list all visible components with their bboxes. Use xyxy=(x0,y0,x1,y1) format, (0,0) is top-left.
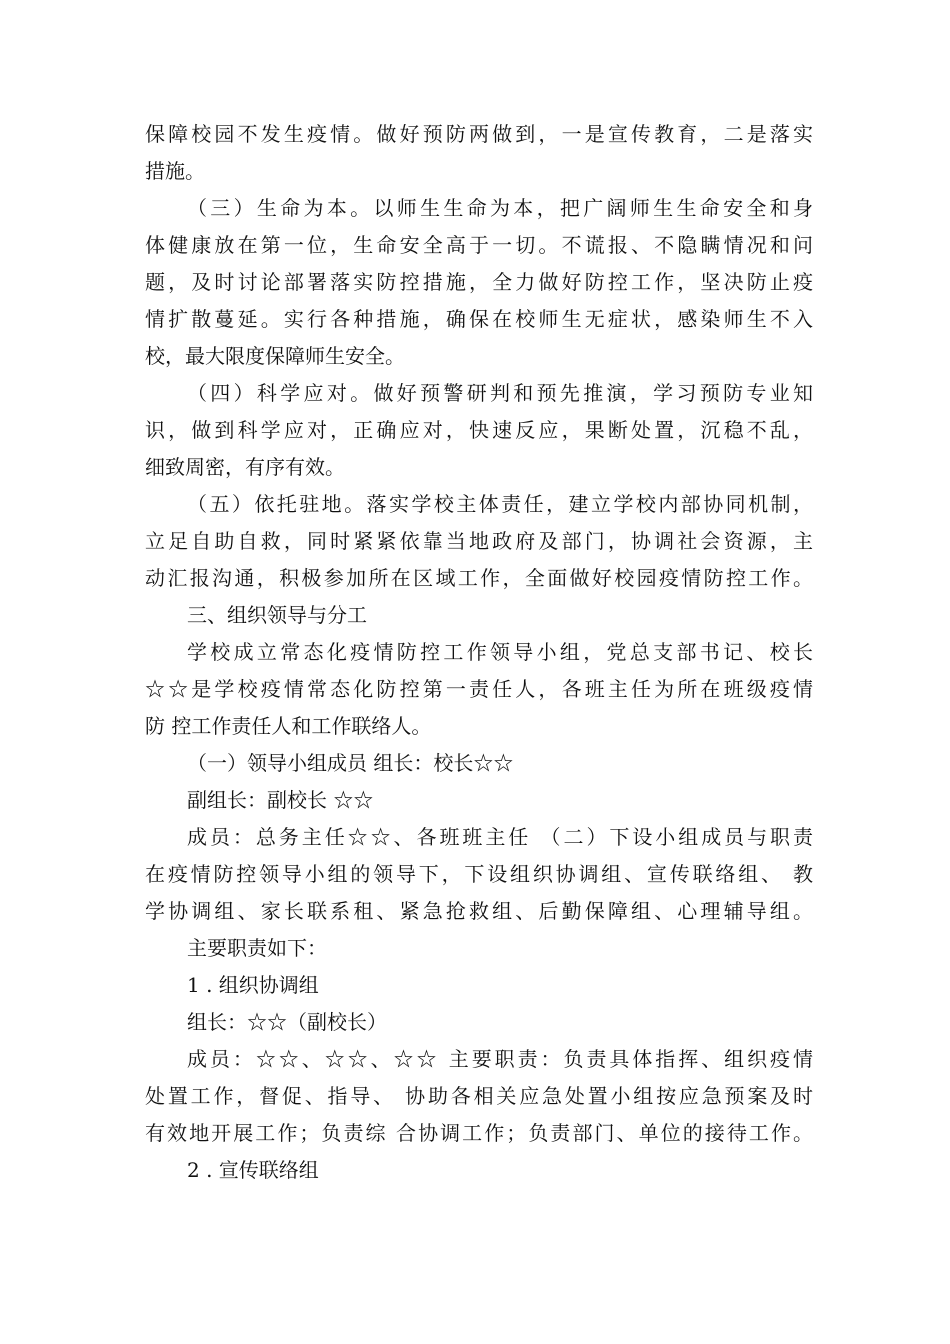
text-line: 在疫情防控领导小组的领导下，下设组织协调组、宣传联络组、 教 xyxy=(145,862,813,886)
text-line: 主要职责如下： xyxy=(187,936,327,960)
text-line: 识，做到科学应对，正确应对，快速反应，果断处置，沉稳不乱， xyxy=(145,418,813,442)
text-line: 组长：☆☆（副校长） xyxy=(187,1010,387,1034)
text-line: 学协调组、家长联系租、紧急抢救组、后勤保障组、心理辅导组。 xyxy=(145,899,813,923)
text-line: 有效地开展工作；负责综 合协调工作；负责部门、单位的接待工作。 xyxy=(145,1121,813,1145)
text-line: 立足自助自救，同时紧紧依靠当地政府及部门，协调社会资源，主 xyxy=(145,529,813,553)
text-line: （四）科学应对。做好预警研判和预先推演，学习预防专业知 xyxy=(187,381,813,405)
text-line: （一）领导小组成员 组长：校长☆☆ xyxy=(187,751,514,775)
text-line: 体健康放在第一位，生命安全高于一切。不谎报、不隐瞒情况和问 xyxy=(145,233,813,257)
text-line: 题，及时讨论部署落实防控措施，全力做好防控工作，坚决防止疫 xyxy=(145,270,813,294)
text-line: 动汇报沟通，积极参加所在区域工作，全面做好校园疫情防控工作。 xyxy=(145,566,813,590)
text-line: 校，最大限度保障师生安全。 xyxy=(145,344,405,368)
text-line: 措施。 xyxy=(145,159,205,183)
text-line: 三、组织领导与分工 xyxy=(187,603,367,627)
text-line: 成员：☆☆、☆☆、☆☆ 主要职责：负责具体指挥、组织疫情 xyxy=(187,1047,813,1071)
text-line: （五）依托驻地。落实学校主体责任，建立学校内部协同机制， xyxy=(187,492,813,516)
text-line: 防 控工作责任人和工作联络人。 xyxy=(145,714,432,738)
text-line: （三）生命为本。以师生生命为本，把广阔师生生命安全和身 xyxy=(187,196,813,220)
document-body xyxy=(145,116,813,1189)
text-line: 学校成立常态化疫情防控工作领导小组，党总支部书记、校长 xyxy=(187,640,813,664)
text-line: 2 . 宣传联络组 xyxy=(187,1158,319,1182)
text-line: 保障校园不发生疫情。做好预防两做到，一是宣传教育，二是落实 xyxy=(145,122,813,146)
text-line: 细致周密，有序有效。 xyxy=(145,455,345,479)
text-line: 处置工作，督促、指导、 协助各相关应急处置小组按应急预案及时 xyxy=(145,1084,813,1108)
text-line: 成员：总务主任☆☆、各班班主任 （二）下设小组成员与职责 xyxy=(187,825,813,849)
text-line: ☆☆是学校疫情常态化防控第一责任人，各班主任为所在班级疫情 xyxy=(145,677,813,701)
text-line: 情扩散蔓延。实行各种措施，确保在校师生无症状，感染师生不入 xyxy=(145,307,813,331)
text-line: 1 . 组织协调组 xyxy=(187,973,319,997)
text-line: 副组长：副校长 ☆☆ xyxy=(187,788,374,812)
